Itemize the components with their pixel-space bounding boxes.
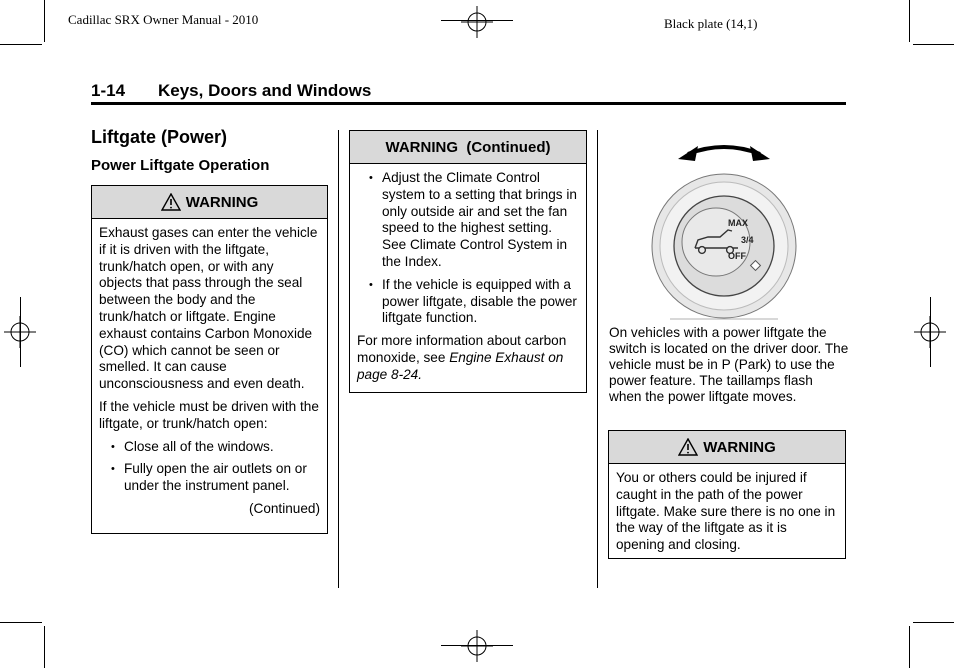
arrow-right-icon <box>750 146 770 161</box>
bullet-icon: • <box>111 440 115 453</box>
warning-label: WARNING <box>185 193 259 211</box>
list-item-text: Close all of the windows. <box>124 438 274 454</box>
print-header-right: Black plate (14,1) <box>664 16 758 31</box>
warning-box-injury <box>608 430 846 559</box>
heading-liftgate-power: Liftgate (Power) <box>91 127 228 147</box>
warning-box-exhaust <box>91 185 328 534</box>
switch-label-three-quarter: 3/4 <box>741 235 754 245</box>
list-item <box>357 170 579 271</box>
registration-mark-left <box>4 316 36 348</box>
subheading-power-liftgate-operation: Power Liftgate Operation <box>91 157 270 174</box>
section-header <box>91 81 846 103</box>
section-rule <box>91 102 846 105</box>
warning-header <box>350 131 586 164</box>
warning-triangle-icon <box>161 193 181 211</box>
warning-label: WARNING (Continued) <box>385 138 551 156</box>
switch-label-max: MAX <box>728 218 748 228</box>
list-item <box>357 277 579 327</box>
list-item-text: If the vehicle is equipped with a power liftgate, disable the power liftgate function. <box>382 276 577 326</box>
info-text: For more information about carbon monoxide, see <box>357 333 567 365</box>
bullet-icon: • <box>369 278 373 291</box>
bullet-icon: • <box>111 463 115 476</box>
column-divider-2 <box>597 130 598 588</box>
registration-mark-bottom <box>461 630 493 662</box>
list-item <box>99 439 320 456</box>
warning-header <box>609 431 845 464</box>
info-end: . <box>418 366 423 382</box>
warning-paragraph-exhaust: Exhaust gases can enter the vehicle if it is driven with the liftgate, trunk/hatch open, or with any objects that pass through the seal between the body and the trunk/hatch or liftgate. Engine exhaust contains Carbon Monoxide (CO) which cannot be seen or smelled. It can cause unconsciousness and even death. <box>99 225 318 392</box>
arrow-left-icon <box>678 146 698 161</box>
switch-label-off: OFF <box>728 251 746 261</box>
bullet-icon: • <box>369 172 373 184</box>
column-divider-1 <box>338 130 339 588</box>
list-item <box>99 461 320 495</box>
warning-box-continued <box>349 130 587 393</box>
warning-paragraph-if-driven: If the vehicle must be driven with the liftgate, or trunk/hatch open: <box>99 398 319 431</box>
registration-mark-top <box>461 6 493 38</box>
warning-body <box>350 164 586 390</box>
warning-header <box>92 186 327 219</box>
warning-body <box>92 219 327 524</box>
warning-bullet-list <box>99 439 320 495</box>
registration-mark-right <box>914 316 946 348</box>
list-item-text: Fully open the air outlets on or under the instrument panel. <box>124 461 307 494</box>
warning-body <box>609 464 845 560</box>
page-number: 1-14 <box>91 81 126 100</box>
section-title: Keys, Doors and Windows <box>158 81 372 100</box>
continued-label: (Continued) <box>248 500 320 516</box>
liftgate-switch-description: On vehicles with a power liftgate the switch is located on the driver door. The vehicle must be in P (Park) to use the power feature. The taillamps flash when the power liftgate moves. <box>609 325 849 404</box>
warning-info-paragraph <box>357 333 579 383</box>
warning-triangle-icon <box>678 438 698 456</box>
list-item-text: Adjust the Climate Control system to a setting that brings in only outside air and set the fan speed to the highest setting. See Climate Control System in the Index. <box>382 170 577 269</box>
warning-injury-text: You or others could be injured if caught in the path of the power liftgate. Make sure there is no one in the way of the liftgate as it is opening and closing. <box>616 470 836 553</box>
liftgate-switch-figure <box>640 138 810 324</box>
warning-label: WARNING <box>703 438 776 456</box>
cross-reference-link[interactable]: Engine Exhaust on page 8-24 <box>357 349 564 382</box>
print-header-left: Cadillac SRX Owner Manual - 2010 <box>68 12 259 27</box>
warning-bullet-list <box>357 170 579 327</box>
